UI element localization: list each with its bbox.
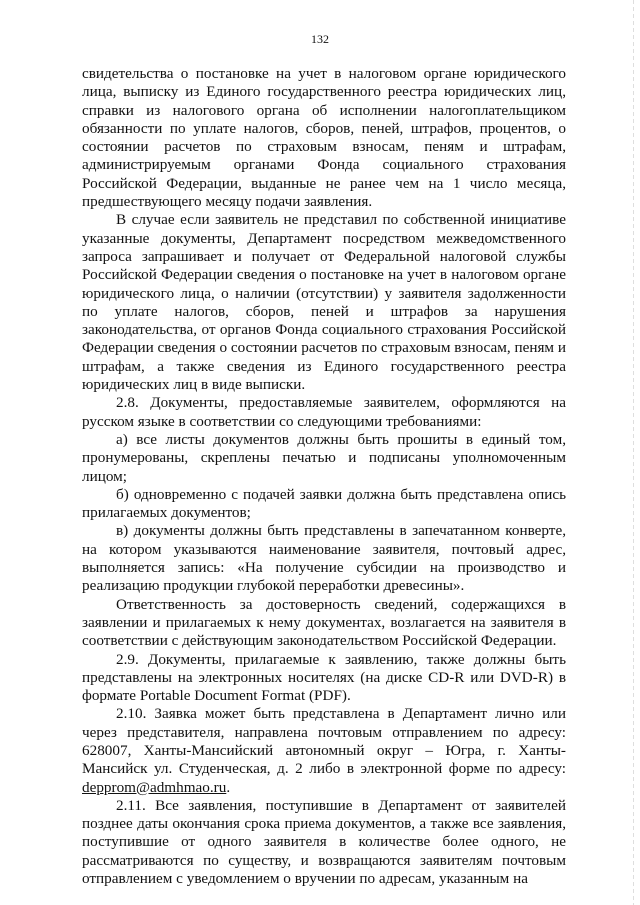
- paragraph-2-10: [82, 705, 566, 796]
- paragraph-interdepartmental-request: В случае если заявитель не представил по собственной инициативе указанные документы, Департамент посредством межведомственного запроса запрашивает и получает от Федеральной налоговой службы Российской Федерации сведения о постановке на учет в налоговом органе юридического лица, о наличии (отсутствии) у заявителя задолженности по уплате налогов, сборов, пеней и штрафов за нарушения законодательства, от органов Фонда социального страхования Российской Федерации сведения о состоянии расчетов по страховым взносам, пеням и штрафам, а также сведения из Единого государственного реестра юридических лиц в виде выписки.: [82, 211, 566, 394]
- paragraph-2-9: 2.9. Документы, прилагаемые к заявлению, также должны быть представлены на электронных носителях (на диске CD-R или DVD-R) в формате Portable Document Format (PDF).: [82, 650, 566, 705]
- page-edge-line: [633, 0, 634, 905]
- paragraph-2-10-end: .: [226, 778, 231, 796]
- email-link[interactable]: depprom@admhmao.ru: [82, 778, 227, 796]
- paragraph-responsibility: Ответственность за достоверность сведений, содержащихся в заявлении и прилагаемых к нему документах, возлагается на заявителя в соответствии с действующим законодательством Российской Федерации.: [82, 595, 566, 650]
- page-number: 132: [311, 32, 329, 46]
- paragraph-2-11: 2.11. Все заявления, поступившие в Департамент от заявителей позднее даты окончания срока приема документов, а также все заявления, поступившие от одного заявителя в количестве более одного, не рассматриваются по существу, и возвращаются заявителям почтовым отправлением с уведомлением о вручении по адресам, указанным на: [82, 796, 566, 888]
- paragraph-2-8: 2.8. Документы, предоставляемые заявителем, оформляются на русском языке в соответствии со следующими требованиями:: [82, 394, 566, 430]
- paragraph-2-10-text: 2.10. Заявка может быть представлена в Департамент лично или через представителя, направлена почтовым отправлением по адресу: 628007, Ханты-Мансийский автономный округ – Югра, г. Ханты-Мансийск ул. Студенческая, д. 2 либо в электронной форме по адресу:: [82, 705, 566, 778]
- paragraph-2-8-a: а) все листы документов должны быть прошиты в единый том, пронумерованы, скреплены печатью и подписаны уполномоченным лицом;: [82, 430, 566, 485]
- paragraph-2-8-b: б) одновременно с подачей заявки должна быть представлена опись прилагаемых документов;: [82, 485, 566, 522]
- document-body: [82, 65, 566, 888]
- paragraph-2-8-c: в) документы должны быть представлены в запечатанном конверте, на котором указываются наименование заявителя, почтовый адрес, выполняется запись: «На получение субсидии на производство и реализацию продукции глубокой переработки древесины».: [82, 522, 566, 595]
- paragraph-continuation: свидетельства о постановке на учет в налоговом органе юридического лица, выписку из Единого государственного реестра юридических лиц, справки из налогового органа об исполнении налогоплательщиком обязанности по уплате налогов, сборов, пеней, штрафов, процентов, о состоянии расчетов по страховым взносам, пеням и штрафам, администрируемым органами Фонда социального страхования Российской Федерации, выданные не ранее чем на 1 число месяца, предшествующего месяцу подачи заявления.: [82, 65, 566, 211]
